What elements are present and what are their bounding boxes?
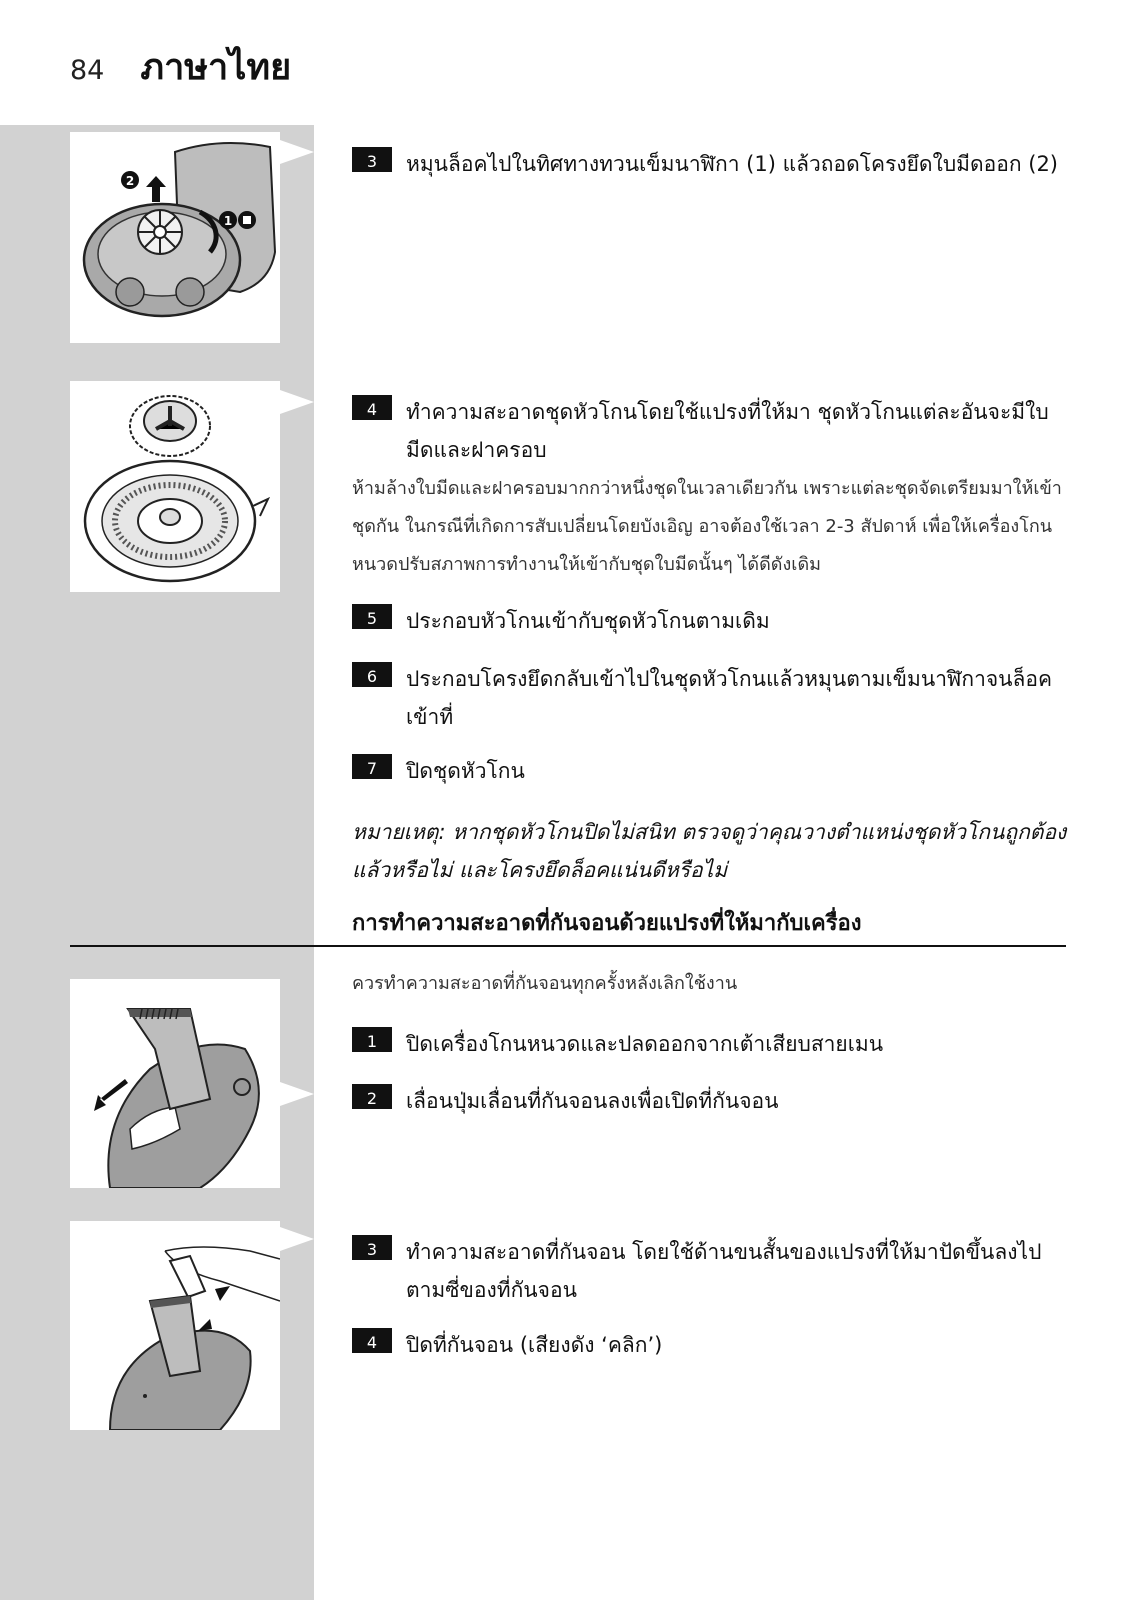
figure-label-1: 1 xyxy=(223,214,233,228)
step-3-brush-trimmer xyxy=(352,1233,1072,1309)
step-4-clean-heads xyxy=(352,393,1072,469)
step-text: ปิดเครื่องโกนหนวดและปลดออกจากเต้าเสียบสายเมน xyxy=(406,1032,884,1056)
shaver-head-unlock-illustration xyxy=(70,132,280,343)
step-number: 6 xyxy=(352,662,392,687)
step-text: ทำความสะอาดที่กันจอน โดยใช้ด้านขนสั้นของแปรงที่ให้มาปัดขึ้นลงไปตามซี่ของที่กันจอน xyxy=(406,1240,1042,1302)
trimmer-open-illustration xyxy=(70,979,280,1188)
step-number: 3 xyxy=(352,1235,392,1260)
step-number: 5 xyxy=(352,604,392,629)
step-5-reassemble xyxy=(352,602,1072,640)
step-number: 4 xyxy=(352,1328,392,1353)
step-2-open-trimmer xyxy=(352,1082,1072,1120)
figure-pointer xyxy=(280,140,314,164)
step-6-lock-frame xyxy=(352,660,1072,736)
step-3-unlock xyxy=(352,145,1072,183)
section-title: การทำความสะอาดที่กันจอนด้วยแปรงที่ให้มากับเครื่อง xyxy=(352,911,862,936)
step-1-switch-off xyxy=(352,1025,1072,1063)
step-number: 4 xyxy=(352,395,392,420)
step-text: หมุนล็อคไปในทิศทางทวนเข็มนาฬิกา (1) แล้วถอดโครงยึดใบมีดออก (2) xyxy=(406,152,1058,176)
step-4-close-trimmer xyxy=(352,1326,1072,1364)
step-text: ปิดชุดหัวโกน xyxy=(406,759,525,783)
figure-pointer xyxy=(280,1082,314,1106)
step-text: ประกอบหัวโกนเข้ากับชุดหัวโกนตามเดิม xyxy=(406,609,770,633)
step-text: เลื่อนปุ่มเลื่อนที่กันจอนลงเพื่อเปิดที่กันจอน xyxy=(406,1089,779,1113)
warning-paragraph: ห้ามล้างใบมีดและฝาครอบมากกว่าหนึ่งชุดในเวลาเดียวกัน เพราะแต่ละชุดจัดเตรียมมาให้เข้าชุดกัน ในกรณีที่เกิดการสับเปลี่ยนโดยบังเอิญ อาจต้องใช้เวลา 2-3 สัปดาห์ เพื่อให้เครื่องโกนหนวดปรับสภาพการทำงานให้เข้ากับชุดใบมีดนั้นๆ ได้ดีดังเดิม xyxy=(352,478,1062,575)
cutter-and-guard-illustration xyxy=(70,381,280,592)
step-text: ปิดที่กันจอน (เสียงดัง ‘คลิก’) xyxy=(406,1333,663,1357)
figure-pointer xyxy=(280,1227,314,1251)
figure-pointer xyxy=(280,390,314,414)
page-header xyxy=(70,38,291,88)
figure-label-2: 2 xyxy=(125,174,135,188)
step-number: 1 xyxy=(352,1027,392,1052)
note-paragraph: หมายเหตุ: หากชุดหัวโกนปิดไม่สนิท ตรวจดูว่าคุณวางตำแหน่งชุดหัวโกนถูกต้องแล้วหรือไม่ และโครงยึดล็อคแน่นดีหรือไม่ xyxy=(352,820,1067,882)
step-number: 7 xyxy=(352,754,392,779)
step-7-close-head xyxy=(352,752,1072,790)
step-text: ประกอบโครงยึดกลับเข้าไปในชุดหัวโกนแล้วหมุนตามเข็มนาฬิกาจนล็อคเข้าที่ xyxy=(406,667,1053,729)
section-divider xyxy=(70,945,1066,947)
step-text: ทำความสะอาดชุดหัวโกนโดยใช้แปรงที่ให้มา ชุดหัวโกนแต่ละอันจะมีใบมีดและฝาครอบ xyxy=(406,400,1049,462)
page-number: 84 xyxy=(70,55,105,86)
section-intro: ควรทำความสะอาดที่กันจอนทุกครั้งหลังเลิกใช้งาน xyxy=(352,973,738,994)
page-language-title: ภาษาไทย xyxy=(140,47,292,88)
step-number: 3 xyxy=(352,147,392,172)
step-number: 2 xyxy=(352,1084,392,1109)
trimmer-brush-illustration xyxy=(70,1221,280,1430)
